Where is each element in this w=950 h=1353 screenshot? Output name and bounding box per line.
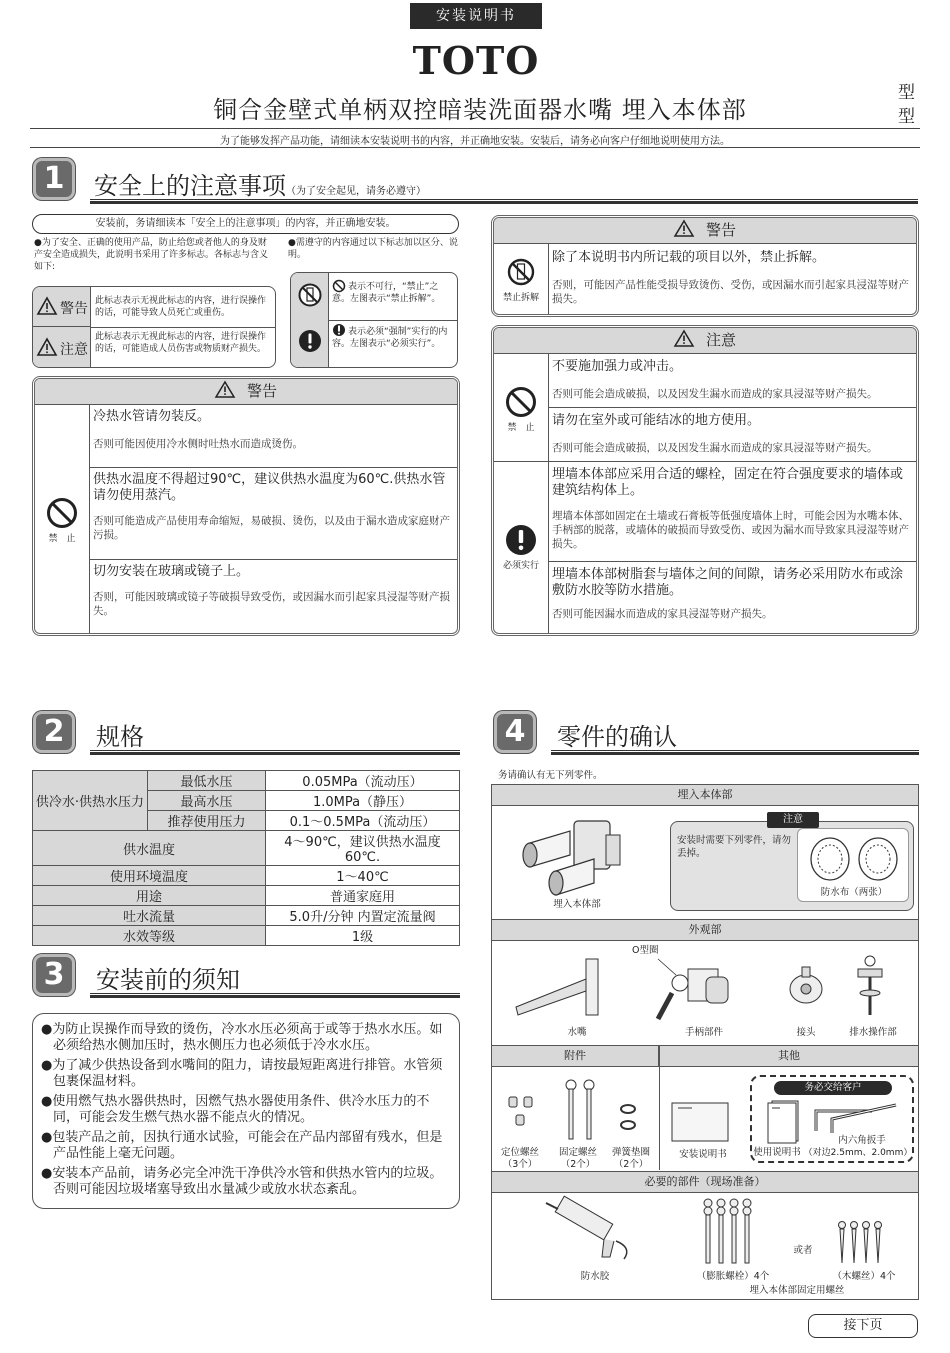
handle-parts-drawing — [650, 957, 740, 1031]
caution-row-2 — [552, 413, 910, 455]
list-item: ●为了减少供热设备到水嘴间的阻力，请按最短距离进行排管。水管须包裹保温材料。 — [41, 1058, 443, 1089]
warning-row-3-main: 切勿安装在玻璃或镜子上。 — [93, 564, 250, 579]
row-divider — [549, 407, 916, 408]
warning-triangle-icon — [674, 220, 694, 237]
warning-box-right — [491, 215, 919, 317]
user-manual-caption: 使用说明书 — [753, 1147, 801, 1158]
embedded-body-caption: 埋入本体部 — [553, 899, 601, 910]
severity-legend — [32, 286, 276, 368]
waterproof-cloth-drawing — [806, 835, 902, 883]
section-rule-1 — [90, 199, 918, 204]
mark-divider — [329, 320, 457, 321]
table-row — [33, 866, 460, 886]
warning-triangle-icon — [37, 297, 57, 315]
oring-label: O型圈 — [632, 945, 659, 956]
warning-right-divider — [548, 244, 549, 314]
note-text: 安装时需要下列零件，请勿丢掉。 — [677, 835, 792, 859]
row-divider — [90, 559, 457, 560]
fixing-screw-caption — [550, 1147, 606, 1171]
spring-washer-name: 弹簧垫圈 — [611, 1147, 650, 1158]
anchor-bolt-caption: （膨胀螺栓）4个 — [696, 1271, 770, 1282]
warning-legend-desc: 此标志表示无视此标志的内容，进行误操作的话，可能导致人员死亡或重伤。 — [95, 296, 267, 318]
spec-value: 1级 — [266, 926, 460, 946]
cloth-panel — [797, 828, 909, 902]
drain-control-drawing — [850, 953, 890, 1025]
must-do-icon — [505, 524, 537, 556]
document-type-tag: 安装说明书 — [410, 3, 542, 29]
fixing-screw-drawing — [562, 1079, 598, 1143]
set-screw-caption — [494, 1147, 546, 1171]
mark-intro-text: ●需遵守的内容通过以下标志加以区分、说明。 — [288, 238, 458, 260]
must-do-label: 必须实行 — [502, 561, 539, 571]
warning-triangle-icon — [215, 381, 235, 398]
warning-header-text: 警告 — [246, 382, 277, 400]
acc-divider — [659, 1066, 660, 1170]
caution-row-2-main: 请勿在室外或可能结冰的地方使用。 — [552, 413, 761, 428]
mark-legend — [290, 272, 458, 368]
table-row — [33, 831, 460, 866]
section-title-parts: 零件的确认 — [557, 723, 677, 751]
caution-row-3-main: 埋墙本体部应采用合适的螺栓，固定在符合强度要求的墙体或建筑结构体上。 — [552, 467, 904, 498]
spec-label: 吐水流量 — [33, 906, 266, 926]
install-manual-caption: 安装说明书 — [679, 1149, 727, 1160]
other-header: 其他 — [659, 1045, 919, 1067]
prohibit-icon — [46, 497, 78, 529]
spec-value: 普通家庭用 — [266, 886, 460, 906]
spring-washer-qty: （2个） — [613, 1159, 649, 1170]
parts-intro: 务请确认有无下列零件。 — [498, 770, 603, 781]
spec-value: 4～90℃，建议供热水温度60℃. — [266, 831, 460, 866]
hex-wrench-drawing — [812, 1101, 908, 1137]
warning-row-3 — [93, 564, 451, 618]
no-disassemble-icon — [507, 258, 535, 286]
section-title-safety — [94, 166, 426, 201]
hex-wrench-spec: （对边2.5mm、2.0mm） — [803, 1148, 913, 1158]
must-desc: 表示必须“强制”实行的内容。左图表示“必须实行”。 — [332, 327, 448, 349]
or-text: 或者 — [793, 1245, 813, 1256]
caution-row-4-main: 埋墙本体部树脂套与墙体之间的间隙，请务必采用防水布或涂敷防水胶等防水措施。 — [552, 567, 904, 598]
wood-screw-caption: （木螺丝）4个 — [832, 1271, 896, 1282]
note-box — [670, 814, 914, 911]
set-screw-name: 定位螺丝 — [500, 1147, 539, 1158]
warning-row-2-sub: 否则可能造成产品使用寿命缩短，易破损、烫伤，以及由于漏水造成家庭财产污损。 — [93, 515, 450, 541]
warning-row-2-main: 供热水温度不得超过90℃，建议供热水温度为60℃.供热水管请勿使用蒸汽。 — [93, 472, 446, 503]
fixing-screw-name: 固定螺丝 — [558, 1147, 597, 1158]
caution-row-1-sub: 否则可能会造成破损，以及因发生漏水而造成的家具浸湿等财产损失。 — [552, 388, 878, 400]
section-rule-3 — [90, 993, 460, 998]
warning-label-text: 警告 — [60, 301, 88, 317]
caution-divider — [548, 354, 549, 633]
model-label-bottom: 型 — [898, 107, 915, 127]
install-manual-drawing — [670, 1101, 730, 1143]
spec-label: 水效等级 — [33, 926, 266, 946]
cloth-caption: 防水布（两张） — [820, 887, 888, 898]
spec-label: 最低水压 — [148, 771, 266, 791]
spring-washer-caption — [604, 1147, 658, 1171]
warning-box-left — [32, 376, 460, 636]
prohibit-label: 禁 止 — [48, 534, 76, 544]
set-screw-qty: （3个） — [502, 1159, 538, 1170]
deliver-tag: 务必交给客户 — [774, 1081, 892, 1095]
page-title: 铜合金壁式单柄双控暗装洗面器水嘴 埋入本体部 — [213, 96, 747, 124]
spec-label: 用途 — [33, 886, 266, 906]
list-item: ●包装产品之前，因执行通水试验，可能会在产品内部留有残水，但是产品性能上毫无问题。 — [41, 1130, 443, 1161]
caution-label-text: 注意 — [60, 342, 88, 358]
warning-row-1 — [93, 409, 451, 451]
spec-value: 1.0MPa（静压） — [266, 791, 460, 811]
spec-value: 0.05MPa（流动压） — [266, 771, 460, 791]
warning-right-main: 除了本说明书内所记载的项目以外，禁止拆解。 — [552, 250, 826, 265]
section-title-spec: 规格 — [96, 723, 144, 751]
spring-washer-drawing — [618, 1101, 638, 1135]
warning-right-row — [552, 250, 910, 306]
warning-row-2 — [93, 472, 451, 542]
must-do-icon — [298, 329, 322, 353]
fixing-screw-qty: （2个） — [560, 1159, 596, 1170]
section-number-2: 2 — [33, 711, 75, 753]
handle-caption: 手柄部件 — [684, 1027, 723, 1038]
drain-control-caption: 排水操作部 — [849, 1027, 897, 1038]
no-disassemble-icon — [298, 283, 322, 307]
caution-row-1-main: 不要施加强力或冲击。 — [552, 359, 683, 374]
parts-panel — [491, 784, 919, 1300]
spec-label: 使用环境温度 — [33, 866, 266, 886]
symbol-intro-text: ●为了安全、正确的使用产品，防止给您或者他人的身及财产安全造成损失，此说明书采用了许多标志。各标志与含义如下: — [34, 238, 269, 272]
caution-header-text: 注意 — [705, 331, 736, 349]
user-manual-drawing — [766, 1099, 806, 1145]
warning-header-text: 警告 — [705, 221, 736, 239]
fixing-screws-caption: 埋入本体部固定用螺丝 — [749, 1285, 845, 1296]
sealant-gun-drawing — [544, 1201, 634, 1263]
row-divider — [549, 461, 916, 462]
warning-header-left — [35, 379, 457, 405]
caution-row-4 — [552, 567, 910, 621]
prohibit-icon — [505, 386, 537, 418]
table-row — [33, 906, 460, 926]
hex-wrench-caption: 内六角扳手 — [838, 1135, 886, 1146]
caution-row-2-sub: 否则可能会造成破损，以及因发生漏水而造成的家具浸湿等财产损失。 — [552, 442, 878, 454]
sealant-caption: 防水胶 — [580, 1271, 610, 1282]
spec-label: 推荐使用压力 — [148, 811, 266, 831]
spec-label: 最高水压 — [148, 791, 266, 811]
body-parts-header: 埋入本体部 — [491, 784, 919, 806]
section-number-3: 3 — [33, 954, 75, 996]
list-item: ●安装本产品前，请务必完全冲洗干净供冷水管和供热水管内的垃圾。否则可能因垃圾堵塞导致出水量减少或放水状态紊乱。 — [41, 1166, 443, 1197]
install-notes-box — [32, 1013, 460, 1209]
no-disassemble-label: 禁止拆解 — [502, 293, 539, 303]
warning-header-right — [494, 218, 916, 244]
spec-value: 1～40℃ — [266, 866, 460, 886]
row-divider — [90, 467, 457, 468]
caution-row-3 — [552, 467, 910, 551]
spec-table — [32, 770, 460, 946]
legend-divider — [91, 327, 275, 328]
caution-box-right — [491, 325, 919, 636]
caution-legend-label — [33, 327, 91, 367]
icon-divider — [494, 461, 549, 462]
section-number-4: 4 — [494, 711, 536, 753]
caution-triangle-icon — [37, 338, 57, 356]
toto-logo: TOTO — [412, 38, 540, 83]
read-before-install-pill: 安装前，务请细读本「安全上的注意事项」的内容，并正确地安装。 — [32, 214, 459, 234]
warning-left-divider — [89, 405, 90, 633]
caution-row-4-sub: 否则可能因漏水而造成的家具浸湿等财产损失。 — [552, 608, 773, 620]
wood-screw-drawing — [836, 1221, 886, 1267]
section-rule-2 — [90, 750, 460, 755]
site-parts-header: 必要的部件（现场准备） — [491, 1171, 919, 1193]
table-row — [33, 926, 460, 946]
warning-row-1-sub: 否则可能因使用冷水侧时吐热水而造成烫伤。 — [93, 438, 303, 450]
caution-row-3-sub: 埋墙本体部如固定在土墙或石膏板等低强度墙体上时，可能会因为水嘴本体、手柄部的脱落，或墙体的破损而导致受伤、或因为漏水而导致家具浸湿等财产损失。 — [552, 510, 909, 550]
section-number-1: 1 — [33, 158, 75, 200]
safety-title-note: （为了安全起见，请务必遵守） — [286, 186, 426, 197]
spout-caption: 水嘴 — [567, 1027, 587, 1038]
spout-drawing — [510, 953, 620, 1025]
table-row — [33, 771, 460, 791]
connector-drawing — [786, 965, 826, 1015]
intro-subtitle: 为了能够发挥产品功能，请细读本安装说明书的内容，并正确地安装。安装后，请务必向客户仔细地说明使用方法。 — [220, 136, 730, 147]
row-divider — [549, 561, 916, 562]
anchor-bolt-drawing — [702, 1197, 754, 1269]
spec-value: 5.0升/分钟 内置定流量阀 — [266, 906, 460, 926]
spec-label: 供水温度 — [33, 831, 266, 866]
table-row — [33, 886, 460, 906]
spec-group-label: 供冷水·供热水压力 — [33, 771, 148, 831]
accessories-header: 附件 — [491, 1045, 659, 1067]
prohibit-desc: 表示不可行，“禁止”之意。左图表示“禁止拆解”。 — [332, 282, 441, 304]
caution-row-1 — [552, 359, 910, 401]
section-title-notes: 安装前的须知 — [96, 966, 240, 994]
section-rule-4 — [551, 750, 919, 755]
note-tag: 注意 — [767, 812, 819, 828]
deliver-to-customer-box — [750, 1075, 914, 1163]
title-rule — [30, 128, 920, 129]
caution-triangle-icon — [674, 330, 694, 347]
embedded-body-drawing — [522, 813, 632, 903]
prohibit-label: 禁 止 — [507, 423, 535, 433]
warning-right-sub: 否则，可能因产品性能受损导致烫伤、受伤，或因漏水而引起家具浸湿等财产损失。 — [552, 279, 909, 305]
install-notes-list — [41, 1022, 451, 1202]
caution-header-right — [494, 328, 916, 354]
safety-title-text: 安全上的注意事项 — [94, 172, 286, 200]
exterior-header: 外观部 — [491, 919, 919, 941]
caution-legend-desc: 此标志表示无视此标志的内容，进行误操作的话，可能造成人员伤害或物质财产损失。 — [95, 332, 267, 354]
warning-row-3-sub: 否则，可能因玻璃或镜子等破损导致受伤，或因漏水而引起家具浸湿等财产损失。 — [93, 591, 450, 617]
next-page-button[interactable]: 接下页 — [808, 1314, 918, 1338]
set-screw-drawing — [506, 1095, 536, 1129]
warning-row-1-main: 冷热水管请勿装反。 — [93, 409, 211, 424]
list-item: ●为防止误操作而导致的烫伤，冷水水压必须高于或等于热水水压。如必须给热水侧加压时，热水侧压力也必须低于冷水水压。 — [41, 1022, 443, 1053]
warning-legend-label — [33, 287, 91, 327]
spec-value: 0.1～0.5MPa（流动压） — [266, 811, 460, 831]
subtitle-rule — [30, 147, 920, 148]
model-label-top: 型 — [898, 83, 915, 103]
connector-caption: 接头 — [796, 1027, 816, 1038]
list-item: ●使用燃气热水器供热时，因燃气热水器使用条件、供冷水压力的不同，可能会发生燃气热水器不能点火的情况。 — [41, 1094, 430, 1125]
